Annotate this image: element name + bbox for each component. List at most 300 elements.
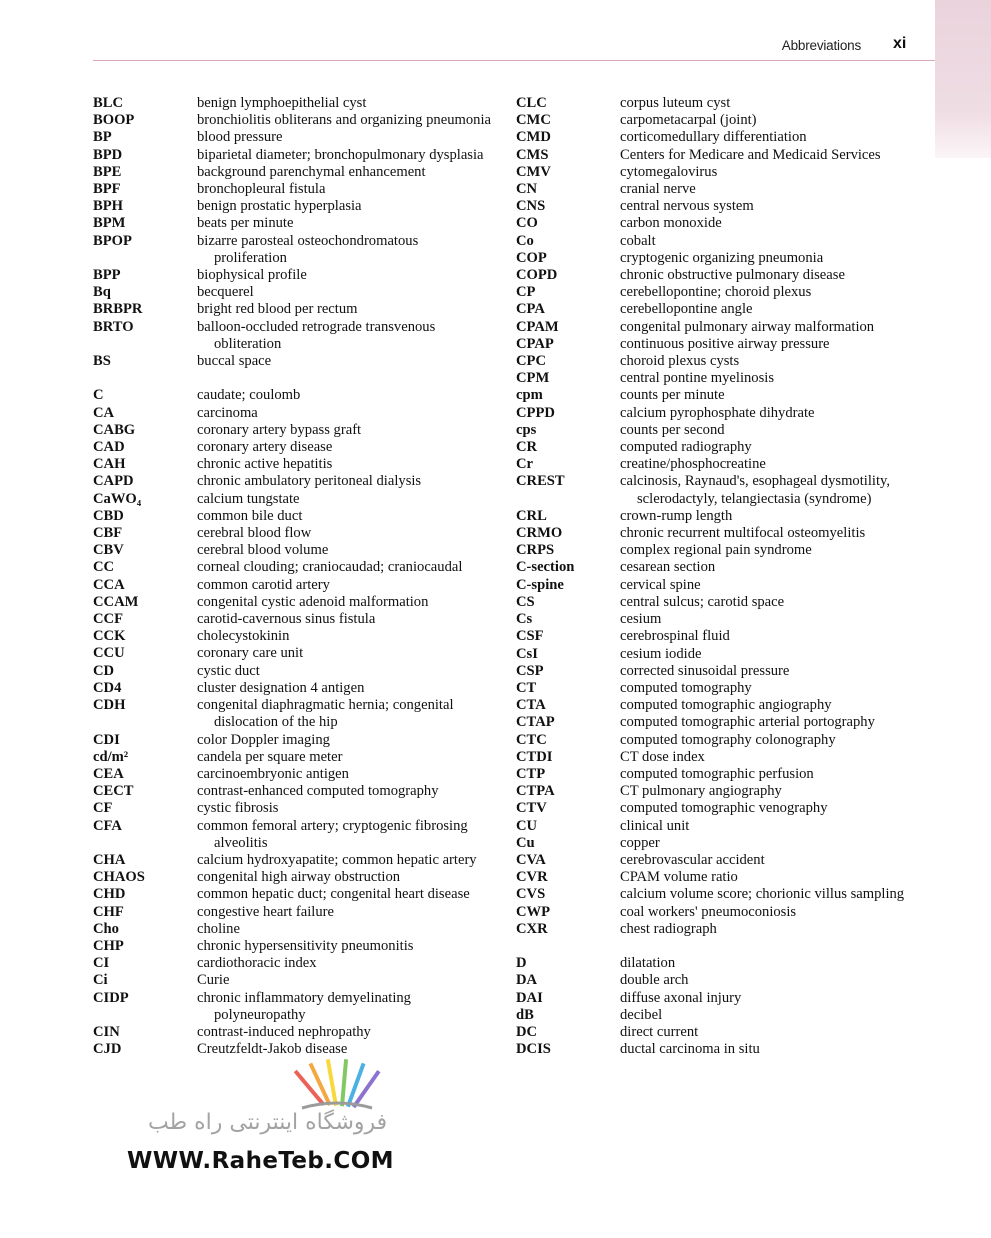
abbreviations-column-left (93, 95, 493, 1058)
abbreviation-entry (516, 542, 916, 559)
abbreviation-definition: contrast-enhanced computed tomography (197, 783, 439, 800)
abbreviation-entry (93, 783, 493, 800)
abbreviation-entry (93, 577, 493, 594)
abbreviation-term: CAD (93, 439, 125, 456)
abbreviation-definition: cystic fibrosis (197, 800, 279, 817)
abbreviation-term: CSP (516, 662, 544, 679)
abbreviation-definition: central sulcus; carotid space (620, 593, 785, 610)
abbreviation-definition: direct current (620, 1023, 699, 1040)
abbreviation-entry (516, 336, 916, 353)
abbreviation-term: CTV (516, 800, 547, 817)
abbreviation-term: C (93, 387, 104, 404)
abbreviation-entry (516, 508, 916, 525)
abbreviation-definition: common femoral artery; cryptogenic fibrosing alveolitis (197, 817, 468, 851)
abbreviation-term: CBF (93, 525, 123, 542)
abbreviation-entry (93, 353, 493, 370)
abbreviation-definition: computed tomography colonography (620, 731, 836, 748)
abbreviation-entry (516, 800, 916, 817)
abbreviation-definition: continuous positive airway pressure (620, 335, 830, 352)
abbreviation-term: BLC (93, 95, 124, 111)
abbreviation-term: COPD (516, 267, 558, 284)
abbreviation-term: CD (93, 662, 115, 679)
abbreviation-entry (93, 456, 493, 473)
abbreviation-definition: ductal carcinoma in situ (620, 1041, 760, 1058)
abbreviation-entry (93, 663, 493, 680)
abbreviation-entry (516, 577, 916, 594)
abbreviation-entry (93, 766, 493, 783)
abbreviation-term: CAPD (93, 473, 134, 490)
abbreviation-definition: Centers for Medicare and Medicaid Services (620, 146, 881, 163)
abbreviation-term: CHF (93, 903, 124, 920)
abbreviation-definition: CT dose index (620, 748, 705, 765)
abbreviation-definition: congenital diaphragmatic hernia; congenital dislocation of the hip (197, 697, 454, 731)
abbreviation-term: CNS (516, 198, 546, 215)
abbreviation-entry (516, 181, 916, 198)
abbreviation-definition: beats per minute (197, 215, 294, 232)
abbreviation-definition: coronary artery disease (197, 439, 333, 456)
abbreviation-definition: chronic recurrent multifocal osteomyelitis (620, 525, 866, 542)
abbreviation-definition: corticomedullary differentiation (620, 129, 807, 146)
abbreviation-entry (516, 611, 916, 628)
abbreviation-definition: cesium iodide (620, 645, 702, 662)
abbreviation-term: BPH (93, 198, 123, 215)
abbreviation-term: dB (516, 1006, 534, 1023)
abbreviation-definition: Creutzfeldt-Jakob disease (197, 1041, 348, 1058)
abbreviation-entry (516, 387, 916, 404)
abbreviation-definition: benign lymphoepithelial cyst (197, 95, 367, 111)
abbreviation-definition: computed tomographic venography (620, 800, 828, 817)
abbreviation-term: BP (93, 129, 112, 146)
abbreviation-term: CDH (93, 697, 126, 714)
abbreviation-definition: CT pulmonary angiography (620, 783, 782, 800)
abbreviation-term: CPM (516, 370, 550, 387)
abbreviation-definition: complex regional pain syndrome (620, 542, 812, 559)
abbreviation-definition: candela per square meter (197, 748, 343, 765)
abbreviation-entry (516, 319, 916, 336)
abbreviation-entry (516, 972, 916, 989)
abbreviation-entry (93, 319, 493, 353)
abbreviation-definition: computed tomographic perfusion (620, 765, 814, 782)
abbreviation-term: CMV (516, 163, 551, 180)
abbreviation-term: BPM (93, 215, 126, 232)
abbreviation-entry (516, 628, 916, 645)
abbreviation-term: CHP (93, 937, 124, 954)
abbreviation-term: CBV (93, 542, 124, 559)
abbreviation-definition: double arch (620, 972, 689, 989)
abbreviation-definition: Curie (197, 972, 230, 989)
abbreviation-definition: counts per second (620, 421, 725, 438)
abbreviation-definition: coronary artery bypass graft (197, 421, 362, 438)
abbreviation-term: BPF (93, 181, 121, 198)
abbreviation-entry (93, 697, 493, 731)
abbreviation-entry (93, 387, 493, 404)
abbreviation-term: CLC (516, 95, 547, 111)
abbreviation-entry (93, 542, 493, 559)
abbreviation-entry (93, 164, 493, 181)
abbreviation-term: CF (93, 800, 113, 817)
abbreviation-definition: cryptogenic organizing pneumonia (620, 249, 824, 266)
abbreviation-entry (93, 732, 493, 749)
abbreviation-entry (516, 370, 916, 387)
abbreviation-term: CECT (93, 783, 134, 800)
abbreviation-entry (516, 594, 916, 611)
abbreviation-definition: cytomegalovirus (620, 163, 718, 180)
abbreviation-entry (516, 250, 916, 267)
abbreviation-term: CAH (93, 456, 126, 473)
abbreviation-term: C-spine (516, 576, 564, 593)
abbreviation-entry (516, 990, 916, 1007)
abbreviation-entry (516, 697, 916, 714)
abbreviation-entry (93, 439, 493, 456)
abbreviation-term: CaWO₄ (93, 490, 142, 507)
abbreviation-term: DAI (516, 989, 543, 1006)
abbreviation-entry (516, 422, 916, 439)
abbreviation-term: CMC (516, 112, 551, 129)
abbreviation-term: CTDI (516, 748, 553, 765)
abbreviation-definition: carpometacarpal (joint) (620, 112, 757, 129)
abbreviation-term: CsI (516, 645, 538, 662)
abbreviation-entry (516, 1041, 916, 1058)
abbreviation-term: DC (516, 1023, 538, 1040)
abbreviation-term: CTC (516, 731, 547, 748)
abbreviation-entry (93, 611, 493, 628)
abbreviation-entry (516, 732, 916, 749)
abbreviation-definition: clinical unit (620, 817, 690, 834)
abbreviation-entry (516, 95, 916, 112)
abbreviation-definition: chronic hypersensitivity pneumonitis (197, 937, 414, 954)
abbreviation-entry (93, 990, 493, 1024)
abbreviation-term: CHAOS (93, 869, 145, 886)
abbreviation-definition: congestive heart failure (197, 903, 334, 920)
abbreviation-entry (516, 714, 916, 731)
abbreviation-definition: chest radiograph (620, 920, 717, 937)
abbreviation-definition: choroid plexus cysts (620, 353, 740, 370)
abbreviation-entry (516, 663, 916, 680)
abbreviation-term: BPE (93, 163, 122, 180)
abbreviation-term: CREST (516, 473, 565, 490)
abbreviation-entry (516, 955, 916, 972)
abbreviation-definition: coronary care unit (197, 645, 304, 662)
abbreviation-term: CCAM (93, 593, 139, 610)
abbreviation-entry (93, 508, 493, 525)
abbreviation-entry (516, 353, 916, 370)
abbreviation-entry (516, 783, 916, 800)
abbreviation-definition: cardiothoracic index (197, 955, 317, 972)
abbreviation-term: CXR (516, 920, 548, 937)
abbreviation-entry (516, 559, 916, 576)
abbreviation-term: CMD (516, 129, 551, 146)
abbreviation-term: CFA (93, 817, 122, 834)
abbreviation-entry (93, 921, 493, 938)
abbreviation-term: BRTO (93, 318, 134, 335)
abbreviation-entry (516, 301, 916, 318)
abbreviation-definition: cholecystokinin (197, 628, 290, 645)
abbreviation-term: Cu (516, 834, 535, 851)
abbreviation-term: CPAP (516, 335, 554, 352)
abbreviation-term: CCF (93, 611, 123, 628)
abbreviation-entry (93, 628, 493, 645)
abbreviation-term: CCK (93, 628, 126, 645)
abbreviation-entry (93, 473, 493, 490)
abbreviation-entry (93, 749, 493, 766)
section-gap (516, 938, 916, 955)
abbreviation-term: Cho (93, 920, 119, 937)
abbreviation-term: CPAM (516, 318, 559, 335)
abbreviation-definition: congenital pulmonary airway malformation (620, 318, 875, 335)
abbreviation-definition: becquerel (197, 284, 254, 301)
abbreviation-entry (516, 1024, 916, 1041)
abbreviation-definition: common carotid artery (197, 576, 330, 593)
abbreviation-definition: cobalt (620, 232, 656, 249)
abbreviation-term: D (516, 955, 527, 972)
abbreviation-definition: cerebrospinal fluid (620, 628, 730, 645)
abbreviation-term: CJD (93, 1041, 122, 1058)
abbreviation-term: CS (516, 593, 535, 610)
abbreviation-entry (93, 938, 493, 955)
abbreviation-term: BRBPR (93, 301, 143, 318)
abbreviation-definition: balloon-occluded retrograde transvenous obliteration (197, 318, 436, 352)
abbreviation-definition: corrected sinusoidal pressure (620, 662, 790, 679)
abbreviation-term: Ci (93, 972, 108, 989)
abbreviation-term: CPPD (516, 404, 555, 421)
abbreviation-definition: buccal space (197, 353, 272, 370)
abbreviation-definition: cluster designation 4 antigen (197, 679, 365, 696)
abbreviation-term: CCU (93, 645, 125, 662)
abbreviation-entry (516, 1007, 916, 1024)
abbreviation-definition: corpus luteum cyst (620, 95, 731, 111)
abbreviation-term: CPC (516, 353, 546, 370)
abbreviations-column-right (516, 95, 916, 1058)
abbreviation-definition: chronic inflammatory demyelinating polyneuropathy (197, 989, 411, 1023)
abbreviation-definition: central nervous system (620, 198, 754, 215)
abbreviation-definition: calcium pyrophosphate dihydrate (620, 404, 815, 421)
abbreviation-entry (516, 112, 916, 129)
abbreviation-entry (93, 215, 493, 232)
abbreviation-definition: cerebral blood flow (197, 525, 312, 542)
abbreviation-entry (516, 525, 916, 542)
header-rule (93, 60, 935, 61)
abbreviation-entry (516, 886, 916, 903)
abbreviation-term: cd/m² (93, 748, 129, 765)
abbreviation-entry (93, 1041, 493, 1058)
abbreviation-entry (516, 129, 916, 146)
abbreviation-entry (516, 766, 916, 783)
abbreviation-entry (516, 233, 916, 250)
abbreviation-definition: counts per minute (620, 387, 725, 404)
abbreviation-term: CTPA (516, 783, 555, 800)
abbreviation-term: CPA (516, 301, 545, 318)
abbreviation-definition: carcinoembryonic antigen (197, 765, 349, 782)
abbreviation-entry (516, 473, 916, 507)
abbreviation-entry (93, 818, 493, 852)
abbreviation-definition: cerebrovascular accident (620, 851, 765, 868)
abbreviation-definition: decibel (620, 1006, 663, 1023)
abbreviation-term: Bq (93, 284, 111, 301)
watermark-persian-text: فروشگاه اینترنتی راه طب (148, 1110, 388, 1135)
abbreviation-definition: congenital cystic adenoid malformation (197, 593, 429, 610)
abbreviation-term: BOOP (93, 112, 135, 129)
abbreviation-term: CIN (93, 1023, 120, 1040)
abbreviation-definition: computed tomography (620, 679, 752, 696)
abbreviation-definition: carcinoma (197, 404, 258, 421)
abbreviation-entry (93, 594, 493, 611)
abbreviation-definition: computed tomographic arterial portography (620, 714, 875, 731)
abbreviation-term: CBD (93, 507, 124, 524)
abbreviation-term: BPD (93, 146, 123, 163)
abbreviation-entry (516, 818, 916, 835)
abbreviation-definition: contrast-induced nephropathy (197, 1023, 371, 1040)
abbreviation-definition: calcium tungstate (197, 490, 300, 507)
abbreviation-entry (93, 904, 493, 921)
abbreviation-entry (93, 129, 493, 146)
abbreviation-definition: cervical spine (620, 576, 701, 593)
abbreviation-term: Cs (516, 611, 533, 628)
abbreviation-entry (93, 147, 493, 164)
abbreviation-definition: common bile duct (197, 507, 303, 524)
abbreviation-entry (516, 198, 916, 215)
abbreviation-definition: bizarre parosteal osteochondromatous proliferation (197, 232, 419, 266)
abbreviation-term: BPOP (93, 232, 132, 249)
abbreviation-definition: copper (620, 834, 660, 851)
abbreviation-definition: color Doppler imaging (197, 731, 330, 748)
abbreviation-term: CD4 (93, 679, 122, 696)
abbreviation-entry (93, 1024, 493, 1041)
abbreviation-term: Co (516, 232, 534, 249)
abbreviation-definition: bronchiolitis obliterans and organizing pneumonia (197, 112, 491, 129)
abbreviation-term: CI (93, 955, 110, 972)
abbreviation-term: CT (516, 679, 537, 696)
abbreviation-definition: cerebellopontine angle (620, 301, 753, 318)
abbreviation-term: CC (93, 559, 115, 576)
abbreviation-term: CIDP (93, 989, 129, 1006)
abbreviation-entry (93, 491, 493, 508)
abbreviation-term: Cr (516, 456, 534, 473)
watermark-url: WWW.RaheTeb.COM (127, 1148, 394, 1174)
page-number: xi (893, 35, 907, 52)
abbreviation-term: BS (93, 353, 111, 370)
abbreviation-definition: bright red blood per rectum (197, 301, 358, 318)
abbreviation-entry (93, 869, 493, 886)
abbreviation-entry (93, 886, 493, 903)
abbreviation-definition: biophysical profile (197, 267, 307, 284)
abbreviation-definition: cerebellopontine; choroid plexus (620, 284, 812, 301)
running-header-title: Abbreviations (781, 38, 861, 53)
abbreviation-entry (516, 164, 916, 181)
abbreviation-definition: creatine/phosphocreatine (620, 456, 766, 473)
abbreviation-entry (516, 267, 916, 284)
abbreviation-term: CR (516, 439, 538, 456)
abbreviation-definition: choline (197, 920, 240, 937)
abbreviation-term: CRMO (516, 525, 563, 542)
abbreviation-definition: computed tomographic angiography (620, 697, 832, 714)
abbreviation-term: cpm (516, 387, 543, 404)
abbreviation-entry (93, 267, 493, 284)
abbreviation-term: CP (516, 284, 536, 301)
abbreviation-definition: chronic ambulatory peritoneal dialysis (197, 473, 422, 490)
abbreviation-definition: calcium volume score; chorionic villus sampling (620, 886, 905, 903)
abbreviation-entry (93, 680, 493, 697)
abbreviation-entry (516, 439, 916, 456)
abbreviation-term: CSF (516, 628, 544, 645)
abbreviation-definition: benign prostatic hyperplasia (197, 198, 362, 215)
abbreviation-entry (93, 181, 493, 198)
abbreviation-entry (93, 800, 493, 817)
abbreviation-definition: calcinosis, Raynaud's, esophageal dysmotility, sclerodactyly, telangiectasia (syndrome) (620, 473, 890, 507)
abbreviation-definition: carotid-cavernous sinus fistula (197, 611, 376, 628)
abbreviation-term: CRL (516, 507, 547, 524)
abbreviation-term: CMS (516, 146, 549, 163)
abbreviation-entry (93, 405, 493, 422)
abbreviation-entry (516, 869, 916, 886)
abbreviation-definition: cranial nerve (620, 181, 696, 198)
abbreviation-entry (93, 95, 493, 112)
abbreviation-definition: chronic obstructive pulmonary disease (620, 267, 845, 284)
abbreviation-entry (93, 972, 493, 989)
abbreviation-definition: corneal clouding; craniocaudad; craniocaudal (197, 559, 463, 576)
abbreviation-term: C-section (516, 559, 575, 576)
abbreviation-entry (93, 645, 493, 662)
abbreviation-term: COP (516, 249, 547, 266)
abbreviation-entry (516, 456, 916, 473)
abbreviation-entry (93, 112, 493, 129)
abbreviation-term: CO (516, 215, 538, 232)
abbreviation-entry (516, 852, 916, 869)
abbreviation-term: CEA (93, 765, 124, 782)
abbreviation-term: CVA (516, 851, 546, 868)
abbreviation-definition: cesium (620, 611, 662, 628)
abbreviation-definition: common hepatic duct; congenital heart disease (197, 886, 470, 903)
abbreviation-term: CDI (93, 731, 120, 748)
abbreviation-term: BPP (93, 267, 121, 284)
abbreviation-term: CA (93, 404, 115, 421)
abbreviation-definition: dilatation (620, 955, 676, 972)
abbreviation-term: CN (516, 181, 538, 198)
abbreviation-term: CU (516, 817, 538, 834)
abbreviation-entry (516, 749, 916, 766)
abbreviation-definition: crown-rump length (620, 507, 733, 524)
abbreviation-definition: diffuse axonal injury (620, 989, 742, 1006)
abbreviation-term: cps (516, 421, 537, 438)
abbreviation-entry (93, 955, 493, 972)
abbreviation-entry (93, 198, 493, 215)
section-gap (93, 370, 493, 387)
abbreviation-term: CWP (516, 903, 551, 920)
abbreviation-definition: cystic duct (197, 662, 260, 679)
abbreviation-term: CVS (516, 886, 546, 903)
abbreviation-definition: bronchopleural fistula (197, 181, 326, 198)
abbreviation-entry (516, 405, 916, 422)
abbreviation-entry (93, 284, 493, 301)
abbreviation-term: CTAP (516, 714, 555, 731)
abbreviation-definition: central pontine myelinosis (620, 370, 775, 387)
abbreviation-entry (93, 852, 493, 869)
abbreviation-definition: carbon monoxide (620, 215, 722, 232)
abbreviation-definition: chronic active hepatitis (197, 456, 333, 473)
abbreviation-entry (516, 835, 916, 852)
abbreviation-entry (516, 284, 916, 301)
abbreviation-definition: computed radiography (620, 439, 752, 456)
abbreviation-definition: biparietal diameter; bronchopulmonary dysplasia (197, 146, 484, 163)
abbreviation-definition: blood pressure (197, 129, 283, 146)
abbreviation-term: CABG (93, 421, 136, 438)
abbreviation-term: CVR (516, 869, 548, 886)
abbreviation-entry (93, 525, 493, 542)
abbreviation-term: CHD (93, 886, 126, 903)
abbreviation-term: CTP (516, 765, 546, 782)
abbreviation-term: CCA (93, 576, 125, 593)
abbreviation-entry (93, 301, 493, 318)
abbreviation-definition: congenital high airway obstruction (197, 869, 401, 886)
